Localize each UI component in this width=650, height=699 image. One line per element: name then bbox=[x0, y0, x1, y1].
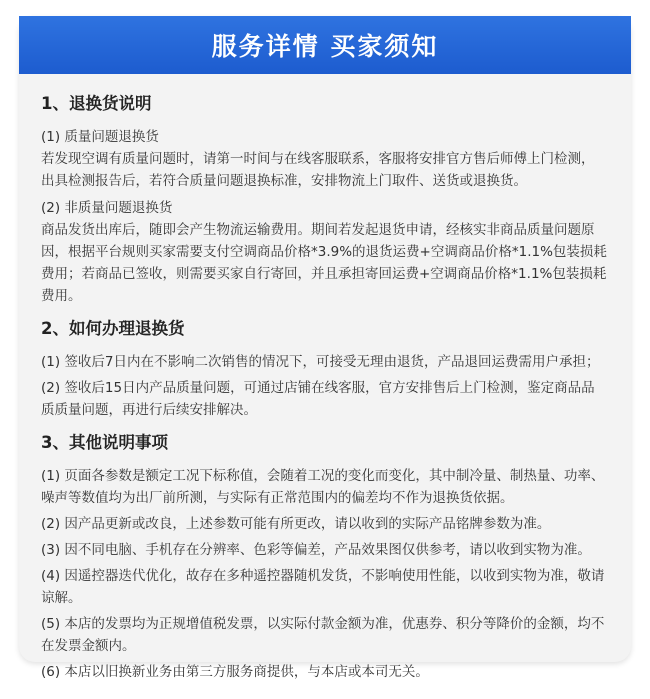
section-other-notes bbox=[41, 431, 607, 683]
subsection-title: (1) 质量问题退换货 bbox=[41, 129, 159, 145]
notice-content bbox=[19, 74, 631, 683]
header-banner bbox=[19, 16, 631, 74]
subsection-text: 若发现空调有质量问题时，请第一时间与在线客服联系，客服将安排官方售后师傅上门检测，出具检测报告后，若符合质量问题退换标准，安排物流上门取件、送货或退换货。 bbox=[41, 151, 595, 189]
subsection-text: 商品发货出库后，随即会产生物流运输费用。期间若发起退货申请，经核实非商品质量问题原因，根据平台规则买家需要支付空调商品价格*3.9%的退货运费+空调商品价格*1.1%包装损耗费用；若商品已签收，则需要买家自行寄回，并且承担寄回运费+空调商品价格*1.1%包装损耗费用。 bbox=[41, 222, 607, 304]
section-return-policy bbox=[41, 92, 607, 307]
subsection-title: (2) 非质量问题退换货 bbox=[41, 200, 173, 216]
list-item: (3) 因不同电脑、手机存在分辨率、色彩等偏差，产品效果图仅供参考，请以收到实物为准。 bbox=[41, 542, 591, 558]
list-item: (5) 本店的发票均为正规增值税发票，以实际付款金额为准，优惠券、积分等降价的金额，均不在发票金额内。 bbox=[41, 616, 605, 654]
page-title: 服务详情 买家须知 bbox=[211, 32, 439, 61]
section-title: 2、如何办理退换货 bbox=[41, 319, 185, 338]
list-item: (1) 页面各参数是额定工况下标称值，会随着工况的变化而变化，其中制冷量、制热量、功率、噪声等数值均为出厂前所测，与实际有正常范围内的偏差均不作为退换货依据。 bbox=[41, 468, 605, 506]
section-how-to-return bbox=[41, 317, 607, 421]
list-item: (2) 因产品更新或改良，上述参数可能有所更改，请以收到的实际产品铭牌参数为准。 bbox=[41, 516, 551, 532]
list-item: (6) 本店以旧换新业务由第三方服务商提供，与本店或本司无关。 bbox=[41, 664, 429, 680]
list-item: (4) 因遥控器迭代优化，故存在多种遥控器随机发货，不影响使用性能，以收到实物为准，敬请谅解。 bbox=[41, 568, 605, 606]
list-item: (2) 签收后15日内产品质量问题，可通过店铺在线客服，官方安排售后上门检测，鉴定商品品质质量问题，再进行后续安排解决。 bbox=[41, 380, 595, 418]
section-title: 1、退换货说明 bbox=[41, 94, 152, 113]
notice-card bbox=[19, 16, 631, 680]
section-title: 3、其他说明事项 bbox=[41, 433, 168, 452]
list-item: (1) 签收后7日内在不影响二次销售的情况下，可接受无理由退货，产品退回运费需用户承担； bbox=[41, 354, 600, 370]
